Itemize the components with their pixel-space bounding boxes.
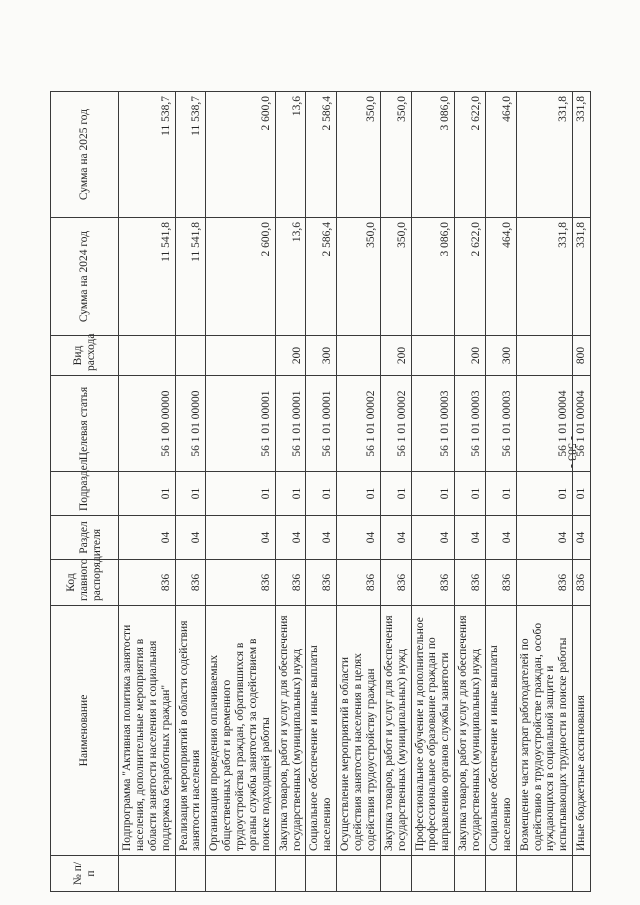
table-row xyxy=(380,92,411,892)
row-code: 836 xyxy=(380,560,411,606)
row-target-article: 56 1 01 00001 xyxy=(306,376,337,472)
row-code: 836 xyxy=(275,560,306,606)
row-expense-type: 200 xyxy=(275,336,306,376)
row-code: 836 xyxy=(306,560,337,606)
row-sum-2025: 2 600,0 xyxy=(206,92,275,218)
row-expense-type xyxy=(119,336,176,376)
row-sum-2024: 331,8 xyxy=(573,218,591,336)
row-name: Подпрограмма "Активная политика занятости населения, дополнительные мероприятия в области занятости населения и социальная поддержка безработных граждан" xyxy=(119,606,176,856)
row-sum-2025: 464,0 xyxy=(485,92,516,218)
header-podrazdel: Подраздел xyxy=(51,472,119,516)
row-expense-type xyxy=(516,336,573,376)
row-target-article: 56 1 01 00002 xyxy=(380,376,411,472)
row-expense-type xyxy=(337,336,381,376)
row-target-article: 56 1 01 00003 xyxy=(411,376,455,472)
row-name: Закупка товаров, работ и услуг для обеспечения государственных (муниципальных) нужд xyxy=(275,606,306,856)
row-sum-2024: 350,0 xyxy=(380,218,411,336)
row-sum-2025: 11 538,7 xyxy=(175,92,206,218)
row-razdel: 04 xyxy=(411,516,455,560)
table-row xyxy=(206,92,275,892)
row-podrazdel: 01 xyxy=(119,472,176,516)
table-row xyxy=(516,92,573,892)
row-sum-2024: 2 600,0 xyxy=(206,218,275,336)
row-target-article: 56 1 01 00002 xyxy=(337,376,381,472)
table-row xyxy=(175,92,206,892)
row-razdel: 04 xyxy=(206,516,275,560)
row-target-article: 56 1 01 00004 xyxy=(573,376,591,472)
row-number xyxy=(573,856,591,892)
header-razdel: Раздел xyxy=(51,516,119,560)
row-sum-2024: 11 541,8 xyxy=(119,218,176,336)
row-sum-2024: 13,6 xyxy=(275,218,306,336)
row-expense-type: 200 xyxy=(455,336,486,376)
row-name: Профессиональное обучение и дополнительное профессиональное образование граждан по направлению органов службы занятости xyxy=(411,606,455,856)
row-expense-type xyxy=(206,336,275,376)
row-name: Социальное обеспечение и иные выплаты населению xyxy=(306,606,337,856)
row-sum-2025: 11 538,7 xyxy=(119,92,176,218)
table-row xyxy=(455,92,486,892)
row-target-article: 56 1 01 00001 xyxy=(206,376,275,472)
row-expense-type: 300 xyxy=(306,336,337,376)
row-podrazdel: 01 xyxy=(411,472,455,516)
row-name: Организация проведения оплачиваемых общественных работ и временного трудоустройства граждан, обратившихся в органы службы занятости за содействием в поиске подходящей работы xyxy=(206,606,275,856)
row-expense-type: 300 xyxy=(485,336,516,376)
row-razdel: 04 xyxy=(275,516,306,560)
row-target-article: 56 1 00 00000 xyxy=(119,376,176,472)
table-row xyxy=(306,92,337,892)
row-number xyxy=(516,856,573,892)
row-number xyxy=(380,856,411,892)
header-expense-type: Вид расхода xyxy=(51,336,119,376)
row-expense-type xyxy=(175,336,206,376)
row-expense-type: 800 xyxy=(573,336,591,376)
row-razdel: 04 xyxy=(455,516,486,560)
row-podrazdel: 01 xyxy=(337,472,381,516)
row-number xyxy=(485,856,516,892)
row-code: 836 xyxy=(206,560,275,606)
row-code: 836 xyxy=(516,560,573,606)
row-name: Социальное обеспечение и иные выплаты населению xyxy=(485,606,516,856)
table-row xyxy=(411,92,455,892)
row-target-article: 56 1 01 00001 xyxy=(275,376,306,472)
row-target-article: 56 1 01 00003 xyxy=(455,376,486,472)
row-razdel: 04 xyxy=(380,516,411,560)
table-header-row xyxy=(51,92,119,892)
budget-table xyxy=(50,91,591,892)
row-sum-2025: 350,0 xyxy=(380,92,411,218)
row-sum-2024: 2 586,4 xyxy=(306,218,337,336)
header-target-article: Целевая статья xyxy=(51,376,119,472)
row-sum-2025: 3 086,0 xyxy=(411,92,455,218)
row-name: Реализация мероприятий в области содействия занятости населения xyxy=(175,606,206,856)
row-razdel: 04 xyxy=(573,516,591,560)
row-sum-2024: 2 622,0 xyxy=(455,218,486,336)
row-name: Осуществление мероприятий в области содействия занятости населения в целях содействия трудоустройству граждан xyxy=(337,606,381,856)
row-podrazdel: 01 xyxy=(175,472,206,516)
row-sum-2025: 350,0 xyxy=(337,92,381,218)
row-target-article: 56 1 01 00004 xyxy=(516,376,573,472)
row-razdel: 04 xyxy=(175,516,206,560)
row-sum-2024: 11 541,8 xyxy=(175,218,206,336)
row-razdel: 04 xyxy=(485,516,516,560)
row-number xyxy=(119,856,176,892)
row-expense-type xyxy=(411,336,455,376)
row-number xyxy=(337,856,381,892)
row-expense-type: 200 xyxy=(380,336,411,376)
row-sum-2024: 464,0 xyxy=(485,218,516,336)
row-podrazdel: 01 xyxy=(206,472,275,516)
row-razdel: 04 xyxy=(119,516,176,560)
row-podrazdel: 01 xyxy=(306,472,337,516)
row-code: 836 xyxy=(119,560,176,606)
row-code: 836 xyxy=(485,560,516,606)
row-podrazdel: 01 xyxy=(573,472,591,516)
row-podrazdel: 01 xyxy=(455,472,486,516)
row-sum-2025: 331,8 xyxy=(516,92,573,218)
table-row xyxy=(573,92,591,892)
row-sum-2025: 331,8 xyxy=(573,92,591,218)
row-code: 836 xyxy=(175,560,206,606)
row-number xyxy=(275,856,306,892)
row-sum-2025: 2 622,0 xyxy=(455,92,486,218)
row-number xyxy=(455,856,486,892)
row-name: Иные бюджетные ассигнования xyxy=(573,606,591,856)
table-row xyxy=(485,92,516,892)
row-razdel: 04 xyxy=(306,516,337,560)
row-number xyxy=(411,856,455,892)
row-podrazdel: 01 xyxy=(485,472,516,516)
row-podrazdel: 01 xyxy=(380,472,411,516)
row-name: Возмещение части затрат работодателей по содействию в трудоустройстве граждан, особо нуждающихся в социальной защите и испытывающих трудности в поиске работы xyxy=(516,606,573,856)
row-sum-2024: 3 086,0 xyxy=(411,218,455,336)
row-name: Закупка товаров, работ и услуг для обеспечения государственных (муниципальных) нужд xyxy=(380,606,411,856)
row-code: 836 xyxy=(337,560,381,606)
row-sum-2024: 331,8 xyxy=(516,218,573,336)
header-sum-2024: Сумма на 2024 год xyxy=(51,218,119,336)
row-podrazdel: 01 xyxy=(275,472,306,516)
row-number xyxy=(306,856,337,892)
row-sum-2025: 2 586,4 xyxy=(306,92,337,218)
page-number: - 583 - xyxy=(565,436,580,468)
header-name: Наименование xyxy=(51,606,119,856)
header-sum-2025: Сумма на 2025 год xyxy=(51,92,119,218)
row-number xyxy=(175,856,206,892)
row-code: 836 xyxy=(411,560,455,606)
row-sum-2024: 350,0 xyxy=(337,218,381,336)
row-sum-2025: 13,6 xyxy=(275,92,306,218)
row-code: 836 xyxy=(573,560,591,606)
row-podrazdel: 01 xyxy=(516,472,573,516)
row-razdel: 04 xyxy=(337,516,381,560)
table-row xyxy=(119,92,176,892)
header-code: Код главного распорядителя xyxy=(51,560,119,606)
row-number xyxy=(206,856,275,892)
row-target-article: 56 1 01 00000 xyxy=(175,376,206,472)
row-target-article: 56 1 01 00003 xyxy=(485,376,516,472)
table-row xyxy=(275,92,306,892)
header-no: № п/п xyxy=(51,856,119,892)
table-row xyxy=(337,92,381,892)
row-razdel: 04 xyxy=(516,516,573,560)
row-name: Закупка товаров, работ и услуг для обеспечения государственных (муниципальных) нужд xyxy=(455,606,486,856)
row-code: 836 xyxy=(455,560,486,606)
